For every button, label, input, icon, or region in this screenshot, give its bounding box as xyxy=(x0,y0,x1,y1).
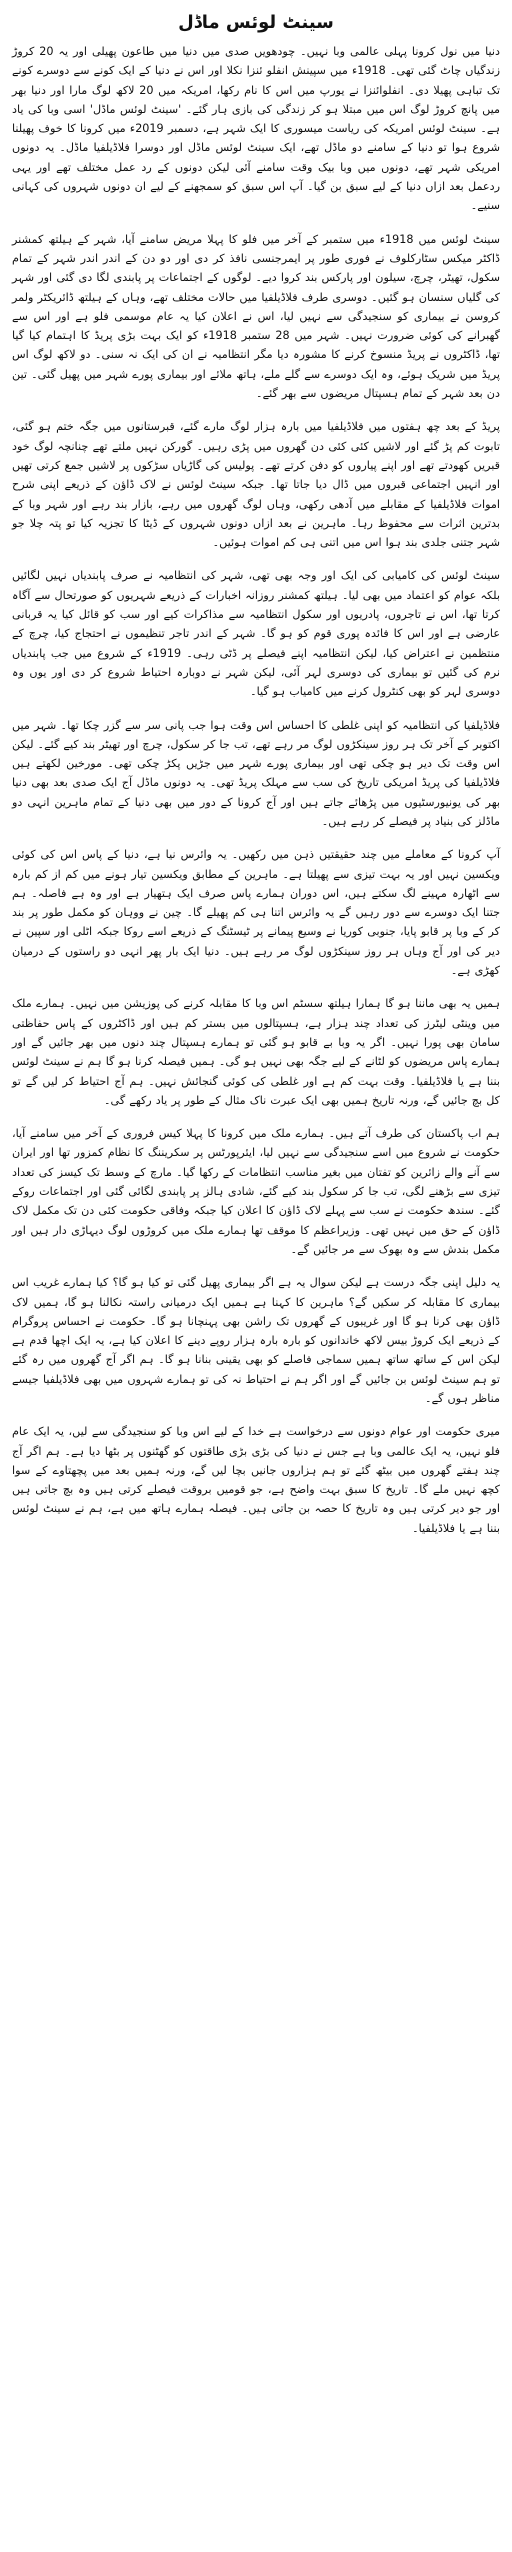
article-paragraph-4: سینٹ لوئس کی کامیابی کی ایک اور وجہ بھی تھی، شہر کی انتظامیہ نے صرف پابندیاں نہیں لگائیں بلکہ عوام کو اعتماد میں بھی لیا۔ ہیلتھ کمشنر روزانہ اخبارات کے ذریعے شہریوں کو صورتحال سے آگاہ کرتا تھا، اس نے تاجروں، پادریوں اور سکول انتظامیہ سے مذاکرات کیے اور سب کو قائل کیا یہ قربانی عارضی ہے اور اس کا فائدہ پوری قوم کو ہو گا۔ شہر کے اندر تاجر تنظیموں نے احتجاج کیا، چرچ کے منتظمین نے اعتراض کیا، لیکن انتظامیہ اپنے فیصلے پر ڈٹی رہی۔ 1919ء کے شروع میں جب پابندیاں نرم کی گئیں تو بیماری کی دوسری لہر آئی، لیکن شہر نے دوبارہ احتیاط شروع کر دی اور یوں وہ دوسری لہر کو بھی کنٹرول کرنے میں کامیاب ہو گیا۔ xyxy=(12,569,500,699)
article-paragraph-10: میری حکومت اور عوام دونوں سے درخواست ہے خدا کے لیے اس وبا کو سنجیدگی سے لیں، یہ ایک عام فلو نہیں، یہ ایک عالمی وبا ہے جس نے دنیا کی بڑی بڑی طاقتوں کو گھٹنوں پر بٹھا دیا ہے۔ ہم اگر آج چند ہفتے گھروں میں بیٹھ گئے تو ہم ہزاروں جانیں بچا لیں گے، ورنہ ہمیں بعد میں پچھتاوے کے سوا کچھ نہیں ملے گا۔ تاریخ کا سبق بہت واضح ہے، جو قومیں بروقت فیصلے کرتی ہیں وہ بچ جاتی ہیں اور جو دیر کرتی ہیں وہ تاریخ کا حصہ بن جاتی ہیں۔ فیصلہ ہمارے ہاتھ میں ہے، ہم نے سینٹ لوئس بننا ہے یا فلاڈیلفیا۔ xyxy=(12,1425,500,1535)
article-paragraph-5: فلاڈیلفیا کی انتظامیہ کو اپنی غلطی کا احساس اس وقت ہوا جب پانی سر سے گزر چکا تھا۔ شہر میں اکتوبر کے آخر تک ہر روز سینکڑوں لوگ مر رہے تھے، تب جا کر سکول، چرچ اور تھیٹر بند کیے گئے۔ لیکن اس وقت تک دیر ہو چکی تھی اور بیماری پورے شہر میں جڑیں پکڑ چکی تھی۔ مورخین لکھتے ہیں فلاڈیلفیا کی پریڈ امریکی تاریخ کی سب سے مہلک پریڈ تھی۔ یہ دونوں ماڈل آج ایک صدی بعد بھی دنیا بھر کی یونیورسٹیوں میں پڑھائے جاتے ہیں اور آج کرونا کے دور میں بھی دنیا کے تمام ماہرین انہی دو ماڈلز کی بنیاد پر فیصلے کر رہے ہیں۔ xyxy=(12,718,500,828)
article-title: سینٹ لوئس ماڈل xyxy=(178,12,334,33)
article-paragraph-7: ہمیں یہ بھی ماننا ہو گا ہمارا ہیلتھ سسٹم اس وبا کا مقابلہ کرنے کی پوزیشن میں نہیں۔ ہمارے ملک میں وینٹی لیٹرز کی تعداد چند ہزار ہے، ہسپتالوں میں بستر کم ہیں اور ڈاکٹروں کے پاس حفاظتی سامان بھی پورا نہیں۔ اگر یہ وبا بے قابو ہو گئی تو ہمارے ہسپتال چند دنوں میں بھر جائیں گے اور ہمارے پاس مریضوں کو لٹانے کے لیے جگہ بھی نہیں ہو گی۔ ہمیں فیصلہ کرنا ہو گا ہم نے سینٹ لوئس بننا ہے یا فلاڈیلفیا۔ وقت بہت کم ہے اور غلطی کی کوئی گنجائش نہیں۔ ہم آج احتیاط کر لیں گے تو کل بچ جائیں گے، ورنہ تاریخ ہمیں بھی ایک عبرت ناک مثال کے طور پر یاد رکھے گی۔ xyxy=(12,997,500,1107)
article-paragraph-2: سینٹ لوئس میں 1918ء میں ستمبر کے آخر میں فلو کا پہلا مریض سامنے آیا، شہر کے ہیلتھ کمشنر ڈاکٹر میکس سٹارکلوف نے فوری طور پر ایمرجنسی نافذ کر دی اور دو دن کے اندر اندر شہر کے تمام سکول، تھیٹر، چرچ، سیلون اور پارکس بند کروا دیے۔ لوگوں کے اجتماعات پر پابندی لگا دی گئی اور شہر کی گلیاں سنسان ہو گئیں۔ دوسری طرف فلاڈیلفیا میں حالات مختلف تھے، وہاں کے ہیلتھ ڈائریکٹر ولمر کروسن نے بیماری کو سنجیدگی سے نہیں لیا، اس نے اعلان کیا یہ عام موسمی فلو ہے اور اس سے گھبرانے کی کوئی ضرورت نہیں۔ شہر میں 28 ستمبر 1918ء کو ایک بہت بڑی پریڈ کا اہتمام کیا گیا تھا، ڈاکٹروں نے پریڈ منسوخ کرنے کا مشورہ دیا مگر انتظامیہ نے ان کی ایک نہ سنی۔ دو لاکھ لوگ اس پریڈ میں شریک ہوئے، وہ ایک دوسرے سے گلے ملے، ہاتھ ملائے اور بیماری پورے شہر میں پھیل گئی۔ تین دن بعد شہر کے تمام ہسپتال مریضوں سے بھر گئے۔ xyxy=(12,232,500,401)
article-paragraph-9: یہ دلیل اپنی جگہ درست ہے لیکن سوال یہ ہے اگر بیماری پھیل گئی تو کیا ہو گا؟ کیا ہمارے غریب اس بیماری کا مقابلہ کر سکیں گے؟ ماہرین کا کہنا ہے ہمیں ایک درمیانی راستہ نکالنا ہو گا، ہمیں لاک ڈاؤن بھی کرنا ہو گا اور غریبوں کے گھروں تک راشن بھی پہنچانا ہو گا۔ حکومت نے احساس پروگرام کے ذریعے ایک کروڑ بیس لاکھ خاندانوں کو بارہ بارہ ہزار روپے دینے کا اعلان کیا ہے، یہ ایک اچھا قدم ہے لیکن اس کے ساتھ ساتھ ہمیں سماجی فاصلے کو بھی یقینی بنانا ہو گا۔ ہم اگر آج گھروں میں رہ گئے تو ہم سینٹ لوئس بن جائیں گے اور اگر ہم نے احتیاط نہ کی تو ہمارے شہروں میں بھی فلاڈیلفیا جیسے مناظر ہوں گے۔ xyxy=(12,1276,500,1405)
article-paragraph-1: دنیا میں نول کرونا پہلی عالمی وبا نہیں۔ چودھویں صدی میں دنیا میں طاعون پھیلی اور یہ 20 کروڑ زندگیاں چاٹ گئی تھی۔ 1918ء میں سپینش انفلو ئنزا نکلا اور اس نے دنیا کے ایک کونے سے دوسرے کونے تک تباہی پھیلا دی۔ انفلوائنزا نے یورپ میں اس کا نام رکھا، امریکہ میں 20 لاکھ لوگ مارا اور دنیا بھر میں پانچ کروڑ لوگ اس میں مبتلا ہو کر زندگی کی بازی ہار گئے۔ 'سینٹ لوئس ماڈل' اسی وبا کی یاد ہے۔ سینٹ لوئس امریکہ کی ریاست میسوری کا ایک شہر ہے، دسمبر 2019ء میں کرونا کا خوف پھیلنا شروع ہوا تو دنیا کے سامنے دو ماڈل تھے، ایک سینٹ لوئس ماڈل اور دوسرا فلاڈیلفیا ماڈل۔ یہ دونوں امریکی شہر تھے، دونوں میں وبا بیک وقت سامنے آئی لیکن دونوں کے رد عمل مختلف تھے اور یہی ردعمل بعد ازاں دنیا کے لیے سبق بن گیا۔ آپ اس سبق کو سمجھنے کے لیے ان دونوں شہروں کی کہانی سنیے۔ xyxy=(12,45,500,213)
article-paragraph-6: آپ کرونا کے معاملے میں چند حقیقتیں ذہن میں رکھیں۔ یہ وائرس نیا ہے، دنیا کے پاس اس کی کوئی ویکسین نہیں اور یہ بہت تیزی سے پھیلتا ہے۔ ماہرین کے مطابق ویکسین تیار ہونے میں کم از کم بارہ سے اٹھارہ مہینے لگ سکتے ہیں، اس دوران ہمارے پاس صرف ایک ہتھیار ہے اور وہ ہے فاصلہ۔ ہم جتنا ایک دوسرے سے دور رہیں گے یہ وائرس اتنا ہی کم پھیلے گا۔ چین نے ووہان کو مکمل طور پر بند کر کے وبا پر قابو پایا، جنوبی کوریا نے وسیع پیمانے پر ٹیسٹنگ کے ذریعے اسے روکا جبکہ اٹلی اور سپین نے دیر کی اور آج وہاں ہر روز سینکڑوں لوگ مر رہے ہیں۔ دنیا ایک بار پھر انہی دو راستوں کے درمیان کھڑی ہے۔ xyxy=(12,848,500,978)
article-paragraph-8: ہم اب پاکستان کی طرف آتے ہیں۔ ہمارے ملک میں کرونا کا پہلا کیس فروری کے آخر میں سامنے آیا، حکومت نے شروع میں اسے سنجیدگی سے نہیں لیا، ایئرپورٹس پر سکریننگ کا نظام کمزور تھا اور ایران سے آنے والے زائرین کو تفتان میں بغیر مناسب انتظامات کے رکھا گیا۔ مارچ کے وسط تک کیسز کی تعداد تیزی سے بڑھنے لگی، تب جا کر سکول بند کیے گئے، شادی ہالز پر پابندی لگائی گئی اور اجتماعات روکے گئے۔ سندھ حکومت نے سب سے پہلے لاک ڈاؤن کا اعلان کیا جبکہ وفاقی حکومت کئی دن تک مکمل لاک ڈاؤن کے حق میں نہیں تھی۔ وزیراعظم کا موقف تھا ہمارے ملک میں کروڑوں لوگ دیہاڑی دار ہیں اور مکمل بندش سے وہ بھوک سے مر جائیں گے۔ xyxy=(12,1127,500,1256)
article-paragraph-3: پریڈ کے بعد چھ ہفتوں میں فلاڈیلفیا میں بارہ ہزار لوگ مارے گئے، قبرستانوں میں جگہ ختم ہو گئی، تابوت کم پڑ گئے اور لاشیں کئی کئی دن گھروں میں پڑی رہیں۔ گورکن نہیں ملتے تھے چنانچہ لوگ خود قبریں کھودتے تھے اور اپنے پیاروں کو دفن کرتے تھے۔ پولیس کی گاڑیاں سڑکوں پر لاشیں جمع کرتی تھیں اور انہیں اجتماعی قبروں میں ڈال دیا جاتا تھا۔ جبکہ سینٹ لوئس نے لاک ڈاؤن کے ذریعے اپنی شرح اموات فلاڈیلفیا کے مقابلے میں آدھی رکھی، وہاں لوگ گھروں میں رہے، بازار بند رہے اور شہر وبا کے بدترین اثرات سے محفوظ رہا۔ ماہرین نے بعد ازاں دونوں شہروں کے ڈیٹا کا تجزیہ کیا تو پتہ چلا جو شہر جتنی جلدی بند ہوا اس میں اتنی ہی کم اموات ہوئیں۔ xyxy=(12,420,500,550)
